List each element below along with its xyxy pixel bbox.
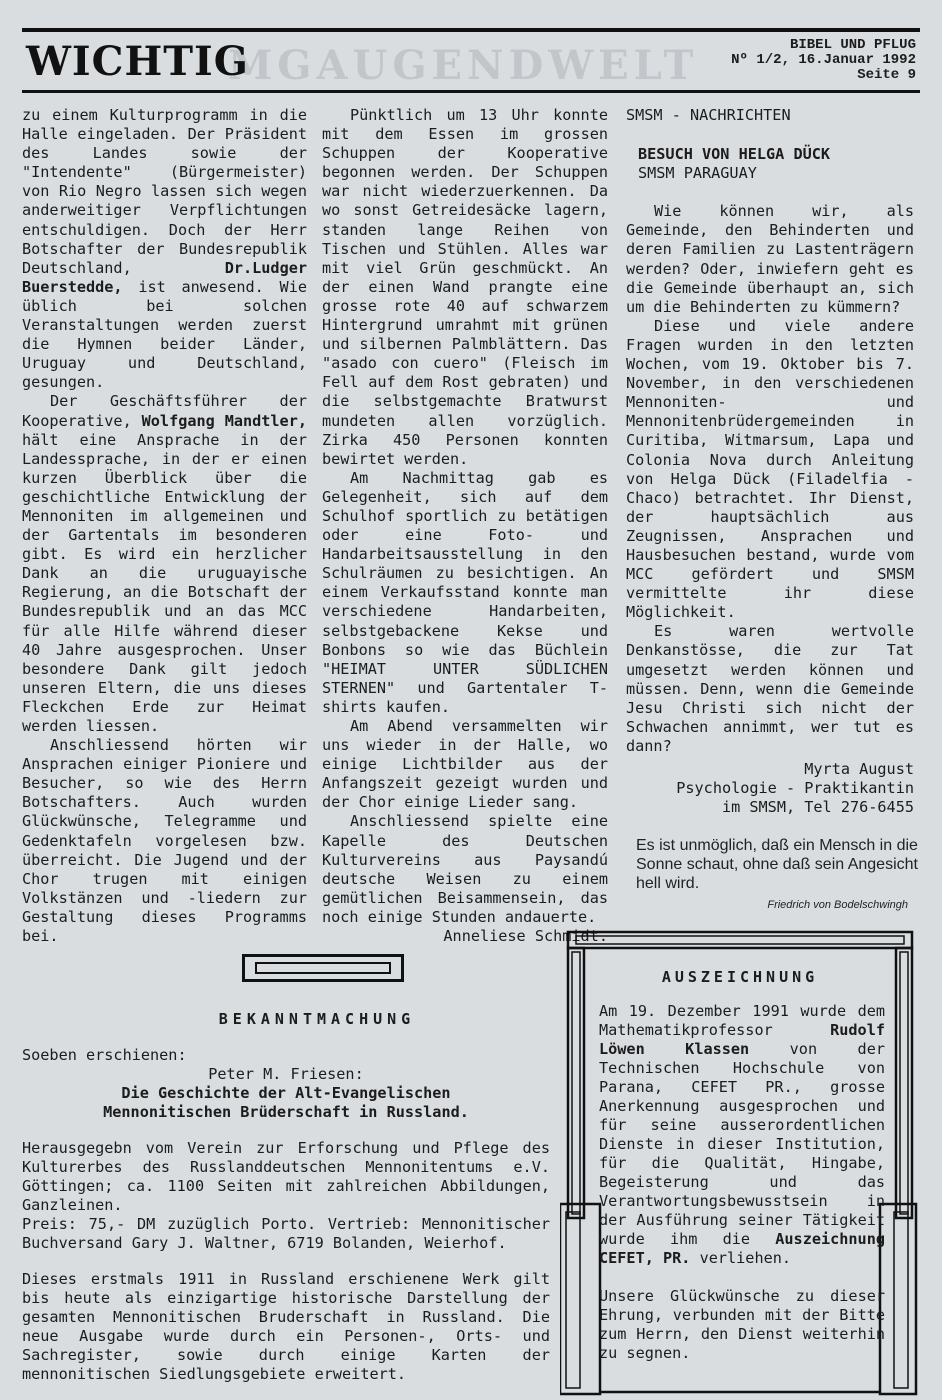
smsm-section-label: SMSM - NACHRICHTEN [626,106,791,124]
announcement-intro: Soeben erschienen: [22,1046,187,1064]
author-contact: im SMSM, Tel 276-6455 [721,798,914,817]
publication-name: BIBEL UND PFLUG [789,37,916,53]
quote-author: Friedrich von Bodelschwingh [767,899,908,911]
col2-paragraph-1: Pünktlich um 13 Uhr konnte mit dem Essen im grossen Schuppen der Kooperative begonnen werden. Der Schuppen war nicht wiederzuerkennen. Da wo sonst Getreidesäcke lagern, standen lange Reihen von Tischen und Stühlen. Alles war mit viel Grün geschmückt. An der einen Wand prangte eine grosse rote 40 auf schwarzem Hintergrund umrahmt mit grünen und silbernen Palmblättern. Das "asado con cuero" (Fleisch im Fell auf dem Rost gebraten) und die selbstgemachte Bratwurst mundeten allen vorzüglich. Zirka 450 Personen konnten bewirtet werden. [322,106,608,468]
book-author: Peter M. Friesen: [208,1065,364,1083]
smsm-headline: BESUCH VON HELGA DÜCK [638,145,831,164]
col3-paragraph-2: Diese und viele andere Fragen wurden in den letzten Wochen, vom 19. Oktober bis 7. November, in den verschiedenen Mennoniten- und Mennonitenbrüdergemeinden in Curitiba, Witmarsum, Lapa und Colonia Nova durch Anleitung von Helga Dück (Filadelfia - Chaco) betrachtet. Ihr Dienst, der hauptsächlich aus Zeugnissen, Ansprachen und Hausbesuchen bestand, wurde vom MCC gefördert und SMSM vermittelte ihr diese Möglichkeit. [626,316,914,622]
name-ludger-buerstedde: Dr.Ludger Buerstedde, [22,258,307,296]
announcement-title: BEKANNTMACHUNG [218,1010,416,1028]
author-role: Psychologie - Praktikantin [676,779,914,798]
section-title: WICHTIG [26,38,249,85]
col1-paragraph-3: Anschliessend hörten wir Ansprachen einiger Pioniere und Besucher, so wie des Herrn Botschafters. Auch wurden Glückwünsche, Telegramme und Gedenktafeln vorgelesen bzw. überreicht. Die Jugend und der Chor trugen mit einigen Volkstänzen und -liedern zur Gestaltung dieses Programms bei. [22,736,307,946]
award-paragraph-1: Am 19. Dezember 1991 wurde dem Mathematikprofessor Rudolf Löwen Klassen von der Technischen Hochschule von Parana, CEFET PR., grosse Anerkennung ausgesprochen und für seine ausserordentlichen Dienste in dieser Institution, für die Qualität, Hingabe, Begeisterung und das Verantwortungsbewusstsein in der Ausführung seiner Tätigkeit wurde ihm die Auszeichnung CEFET, PR. verliehen. [599,1002,885,1267]
col1-paragraph-2: Der Geschäftsführer der Kooperative, Wolfgang Mandtler, hält eine Ansprache in der Landessprache, in der er einen kurzen Überblick über die geschichtliche Entwicklung der Mennoniten im allgemeinen und der Gartentals im besonderen gibt. Es wird ein herzlicher Dank an die uruguayische Regierung, an die Botschaft der Bundesrepublik und an das MCC für alle Hilfe während dieser 40 Jahre ausgesprochen. Unser besondere Dank gilt jedoch unseren Eltern, die uns dieses Fleckchen Erde zur Heimat werden liessen. [22,392,307,735]
col2-paragraph-3: Am Abend versammelten wir uns wieder in der Halle, wo einige Lichtbilder aus der Anfangszeit gezeigt wurden und der Chor einige Lieder sang. [322,717,608,812]
book-title-line-1: Die Geschichte der Alt-Evangelischen [121,1084,451,1102]
announcement-paragraph-1: Herausgegebn vom Verein zur Erforschung und Pflege des Kulturerbes des Russlanddeutschen Mennonitentums e.V. Göttingen; ca. 1100 Seiten mit zahlreichen Abbildungen, Ganzleinen. [22,1139,550,1214]
article-signature: Anneliese Schmidt. [443,927,608,946]
name-rudolf-loewen-klassen: Rudolf Löwen Klassen [599,1021,885,1058]
award-title: AUSZEICHNUNG [661,968,819,986]
page-number: Seite 9 [857,67,916,83]
announcement-paragraph-2: Preis: 75,- DM zuzüglich Porto. Vertrieb: Mennonitischer Buchversand Gary J. Waltner, 6719 Bolanden, Weierhof. [22,1215,550,1252]
header-top-rule [22,28,920,32]
col3-paragraph-3: Es waren wertvolle Denkanstösse, die zur Tat umgesetzt werden können und müssen. Denn, wenn die Gemeinde Jesu Christi sich nicht der Schwachen annimmt, wer tut es dann? [626,622,914,755]
article-column-3 [626,106,914,817]
article-column-1 [22,106,307,946]
col1-paragraph-1: zu einem Kulturprogramm in die Halle eingeladen. Der Präsident des Landes sowie der "Intendente" (Bürgermeister) von Rio Negro lassen sich wegen anderweitiger Verpflichtungen entschuldigen. Doch der Herr Botschafter der Bundesrepublik Deutschland, Dr.Ludger Buerstedde, ist anwesend. Wie üblich bei solchen Veranstaltungen werden zuerst die Hymnen beider Länder, Uruguay und Deutschland, gesungen. [22,106,307,392]
announcement-paragraph-3: Dieses erstmals 1911 in Russland erschienene Werk gilt bis heute als einzigartige historische Darstellung der gesamten Mennonitischen Bruderschaft in Russland. Die neue Ausgabe wurde durch ein Personen-, Orts- und Sachregister, sowie durch einige Karten der mennonitischen Siedlungsgebiete erweitert. [22,1270,550,1383]
col2-paragraph-2: Am Nachmittag gab es Gelegenheit, sich auf dem Schulhof sportlich zu betätigen oder eine Foto- und Handarbeitsausstellung in den Schulräumen zu besichtigen. An einem Verkaufsstand konnte man verschiedene Handarbeiten, selbstgebackene Kekse und Bonbons so wie das Büchlein "HEIMAT UNTER SÜDLICHEN STERNEN" und Gartentaler T-shirts kaufen. [322,468,608,716]
name-wolfgang-mandtler: Wolfgang Mandtler, [141,411,307,430]
quote-text: Es ist unmöglich, daß ein Mensch in die Sonne schaut, ohne daß sein Angesicht hell wird. [636,837,918,892]
author-name: Myrta August [804,760,914,778]
article-column-2 [322,106,608,946]
col2-paragraph-4: Anschliessend spielte eine Kapelle des Deutschen Kulturvereins aus Paysandú deutsche Weisen zu einem gemütlichen Beisammensein, das noch einige Stunden andauerte. [322,812,608,926]
book-title-line-2: Mennonitischen Brüderschaft in Russland. [103,1103,469,1121]
header-ghost-text: MGAUGENDWELT [228,42,699,89]
award-paragraph-2: Unsere Glückwünsche zu dieser Ehrung, verbunden mit der Bitte zum Herrn, den Dienst weiterhin zu segnen. [599,1287,885,1362]
issue-date: Nº 1/2, 16.Januar 1992 [731,52,916,68]
col3-paragraph-1: Wie können wir, als Gemeinde, den Behinderten und deren Familien zu Lastenträgern werden? Oder, inwiefern geht es die Gemeinde überhaupt an, sich um die Behinderten zu kümmern? [626,202,914,316]
announcement-body [22,1046,550,1384]
smsm-subhead: SMSM PARAGUAY [638,164,757,183]
masthead [731,38,916,83]
header-bottom-rule [22,90,920,93]
award-body [599,1002,885,1363]
decorative-frame [242,954,404,982]
award-name: Auszeichnung CEFET, PR. [599,1230,885,1267]
